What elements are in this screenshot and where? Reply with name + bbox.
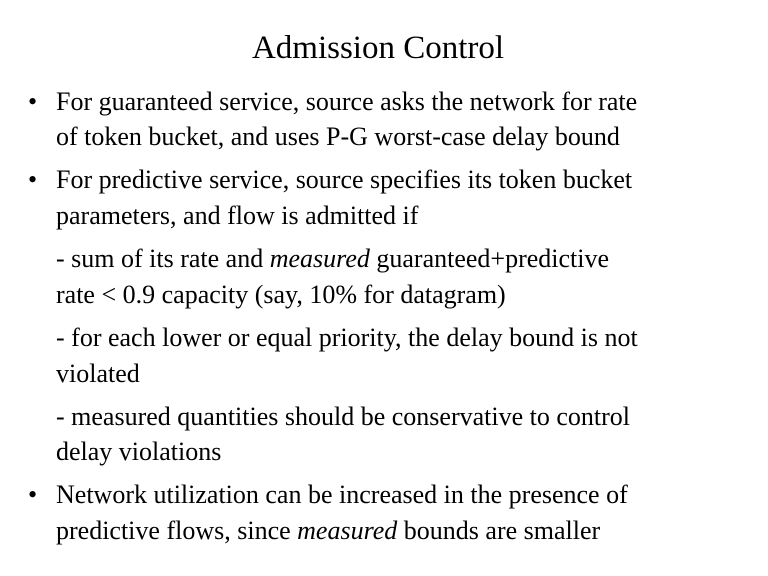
- subitem-2-line-1: - for each lower or equal priority, the delay bound is not: [56, 323, 638, 352]
- slide-title: Admission Control: [251, 30, 505, 66]
- bullet-3-line-1: Network utilization can be increased in the presence of: [56, 480, 628, 509]
- bullet-2-line-1: For predictive service, source specifies its token bucket: [56, 165, 633, 194]
- subitem-2-line-2: violated: [56, 359, 140, 388]
- bullet-2-line-2: parameters, and flow is admitted if: [56, 201, 419, 230]
- bullet-3-text-pre: predictive flows, since: [56, 516, 298, 545]
- subitem-3-line-2: delay violations: [56, 437, 222, 466]
- bullet-marker: •: [28, 480, 38, 509]
- bullet-marker: •: [28, 165, 38, 194]
- bullet-3-line-2: [56, 511, 600, 550]
- subitem-1-text-pre: - sum of its rate and: [56, 244, 270, 273]
- bullet-3-emphasis: measured: [297, 516, 398, 545]
- bullet-1-line-2: of token bucket, and uses P-G worst-case delay bound: [56, 122, 620, 151]
- subitem-1-line-2: rate < 0.9 capacity (say, 10% for datagram): [56, 280, 506, 309]
- subitem-1-line-1: [56, 239, 609, 278]
- bullet-1-line-1: For guaranteed service, source asks the network for rate: [56, 87, 638, 116]
- bullet-marker: •: [28, 87, 38, 116]
- subitem-3-line-1: - measured quantities should be conservative to control: [56, 402, 631, 431]
- subitem-1-text-post: guaranteed+predictive: [369, 244, 610, 273]
- bullet-3-text-post: bounds are smaller: [397, 516, 601, 545]
- subitem-1-emphasis: measured: [269, 244, 370, 273]
